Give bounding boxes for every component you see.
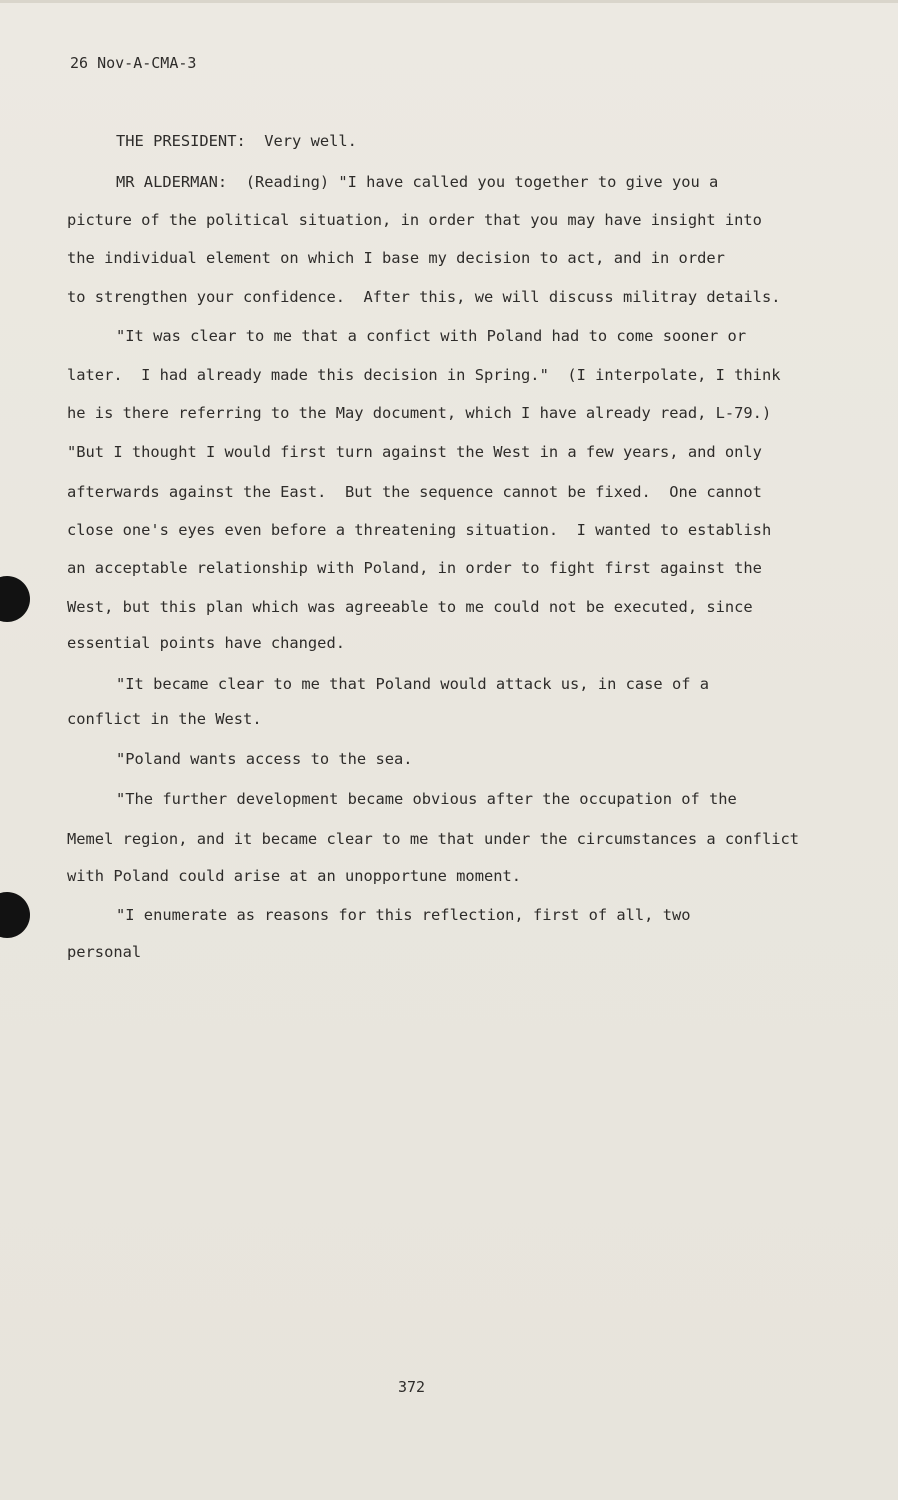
text-line: "I enumerate as reasons for this reflection, first of all, two (116, 906, 691, 924)
text-line: an acceptable relationship with Poland, in order to fight first against the (67, 559, 762, 577)
text-line: "It became clear to me that Poland would attack us, in case of a (116, 675, 710, 693)
text-line: conflict in the West. (67, 710, 262, 728)
text-line: the individual element on which I base my decision to act, and in order (67, 249, 725, 267)
text-line: with Poland could arise at an unopportune moment. (67, 867, 522, 885)
text-line: close one's eyes even before a threatening situation. I wanted to establish (67, 521, 772, 539)
text-line: "Poland wants access to the sea. (116, 750, 413, 768)
text-line: West, but this plan which was agreeable to me could not be executed, since (67, 598, 753, 616)
text-line: picture of the political situation, in order that you may have insight into (67, 211, 762, 229)
text-line: he is there referring to the May document, which I have already read, L-79.) (67, 404, 772, 422)
page-number: 372 (398, 1378, 426, 1396)
text-line: Memel region, and it became clear to me that under the circumstances a conflict (67, 830, 800, 848)
punch-hole (0, 576, 30, 622)
text-line: later. I had already made this decision in Spring." (I interpolate, I think (67, 366, 781, 384)
text-line: "It was clear to me that a confict with Poland had to come sooner or (116, 327, 747, 345)
text-line: afterwards against the East. But the sequence cannot be fixed. One cannot (67, 483, 762, 501)
document-header: 26 Nov-A-CMA-3 (70, 54, 197, 72)
text-line: "The further development became obvious after the occupation of the (116, 790, 737, 808)
text-line: essential points have changed. (67, 634, 345, 652)
text-line: to strengthen your confidence. After this, we will discuss militray details. (67, 288, 781, 306)
text-line: "But I thought I would first turn against the West in a few years, and only (67, 443, 762, 461)
text-line: MR ALDERMAN: (Reading) "I have called you together to give you a (116, 173, 719, 191)
page-top-edge (0, 0, 898, 3)
text-line: personal (67, 943, 142, 961)
text-line: THE PRESIDENT: Very well. (116, 132, 357, 150)
punch-hole (0, 892, 30, 938)
